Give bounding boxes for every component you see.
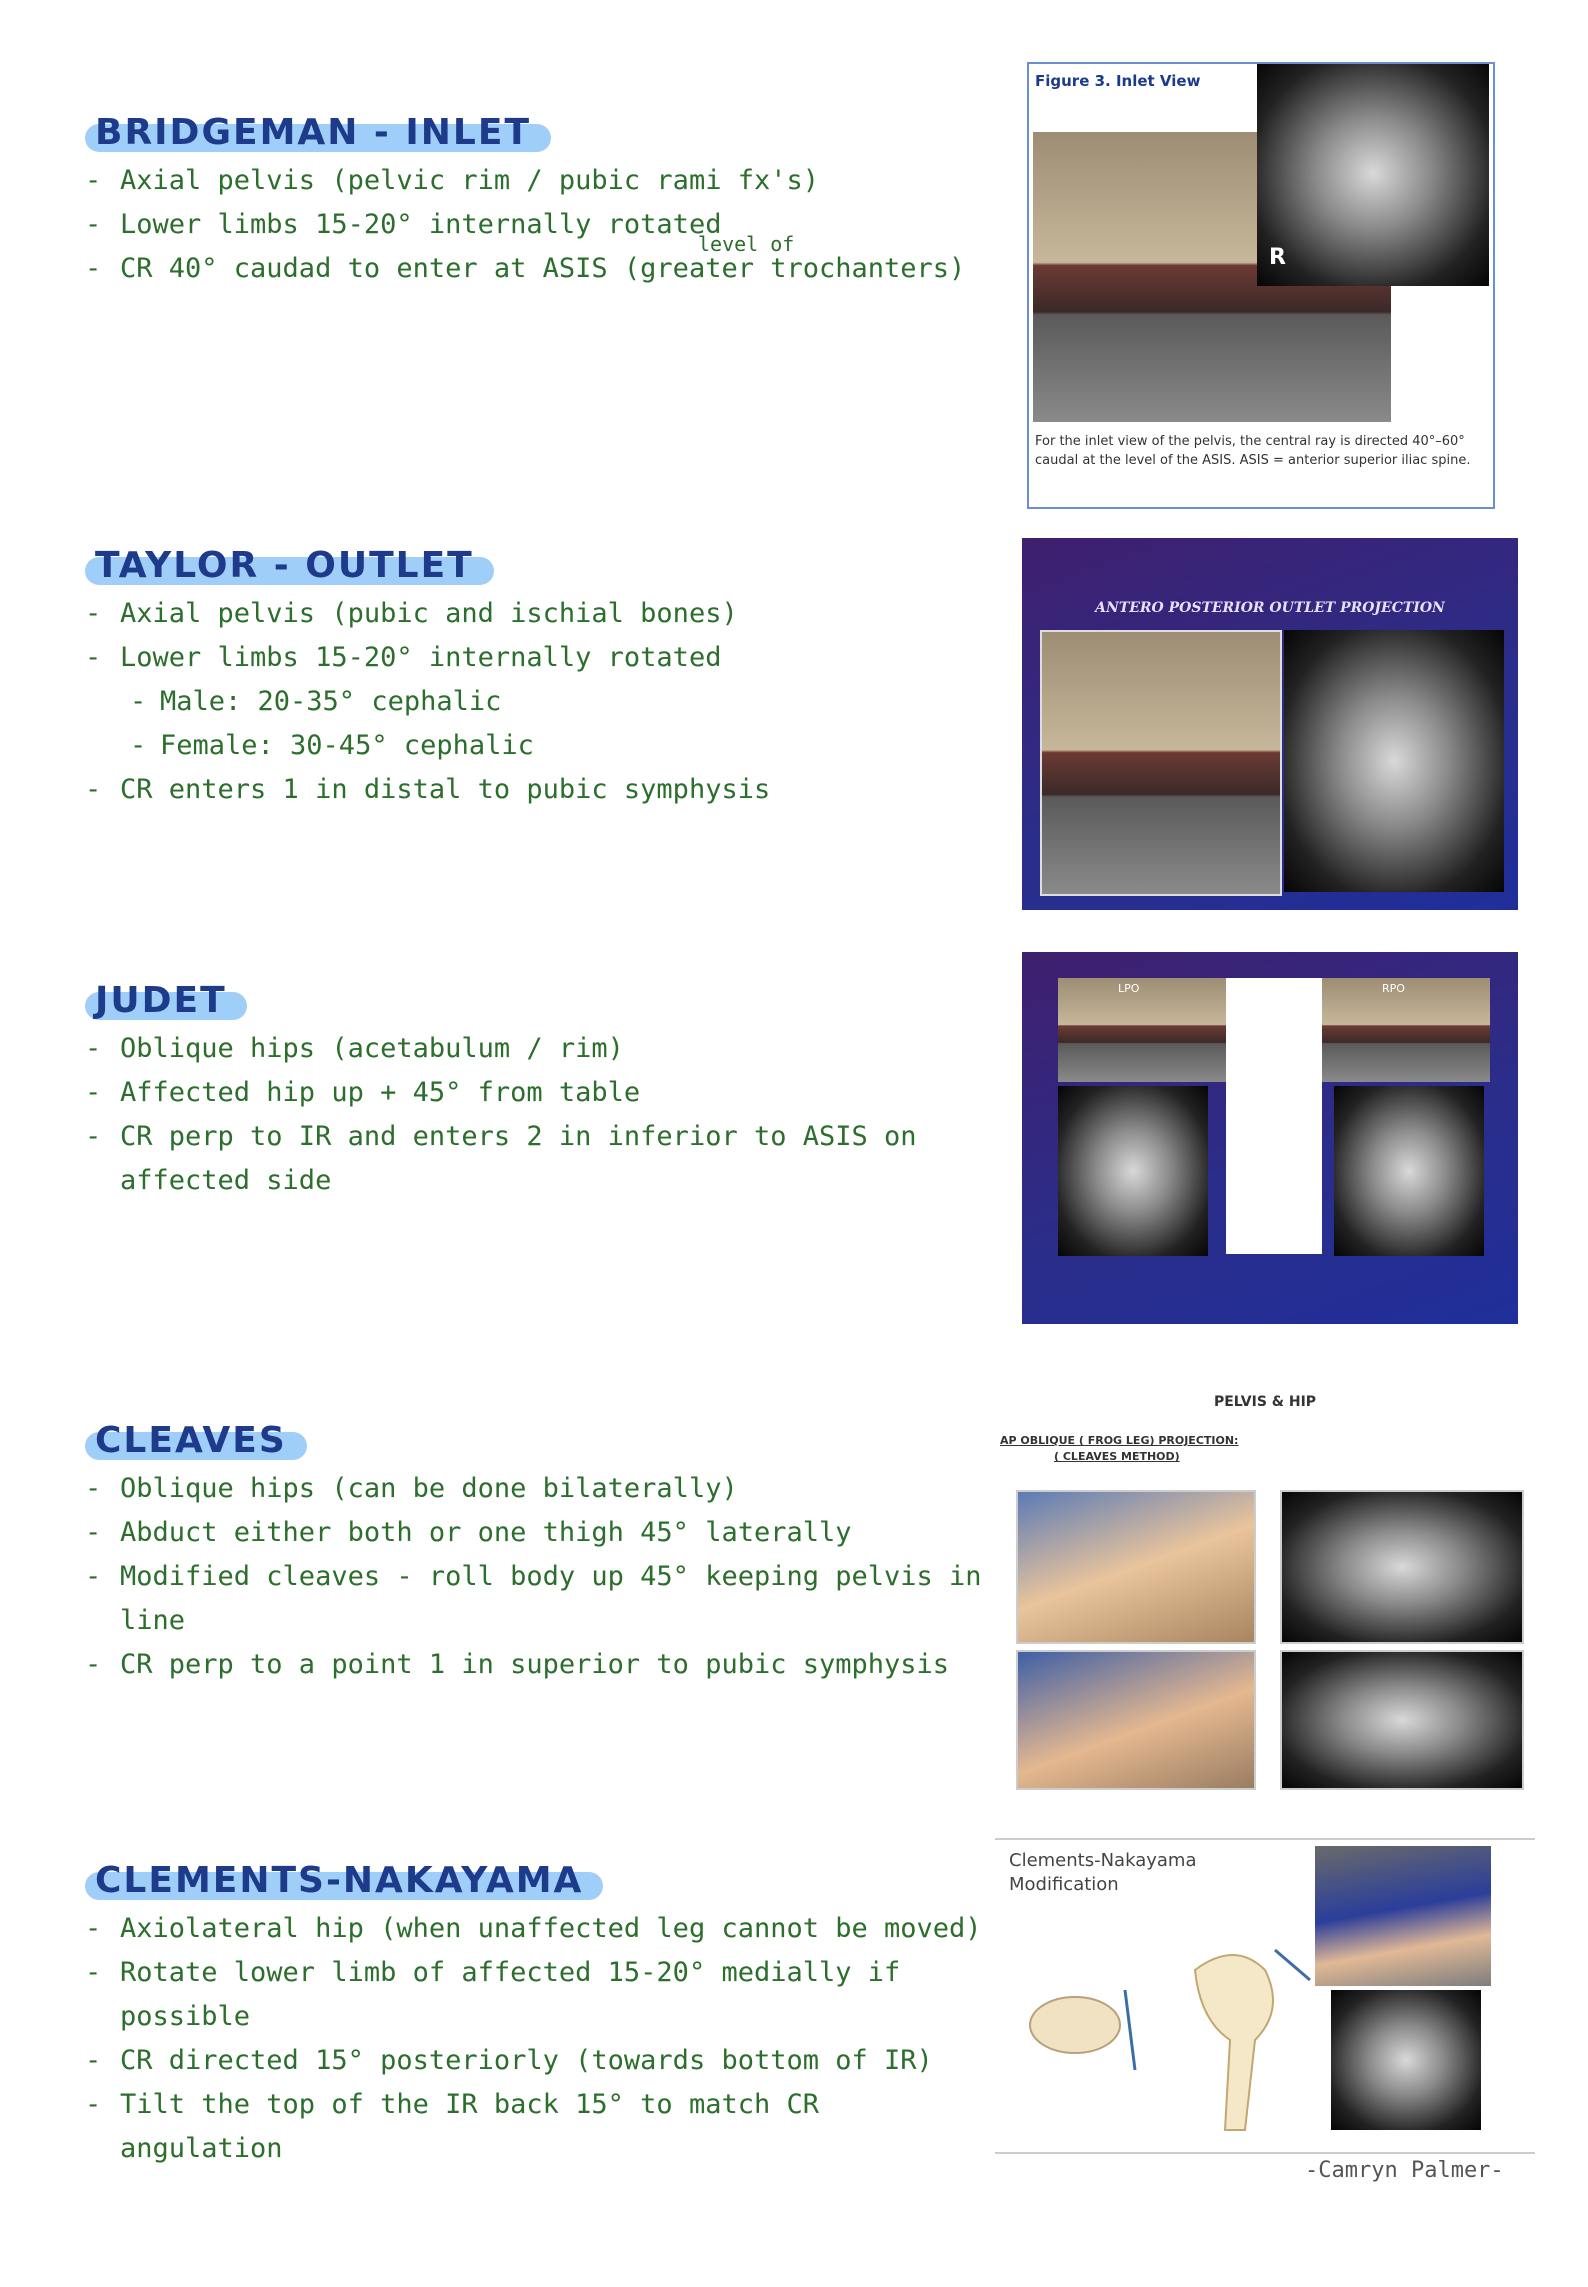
section-taylor	[85, 545, 985, 812]
figure-title: Modification	[1009, 1874, 1119, 1895]
cleaves-photo-top	[1016, 1490, 1256, 1644]
section-heading: BRIDGEMAN - INLET	[85, 112, 541, 153]
axiolateral-xray-image	[1331, 1990, 1481, 2130]
lpo-label: LPO	[1118, 982, 1140, 995]
rpo-label: RPO	[1382, 982, 1405, 995]
bullet-item: - Oblique hips (can be done bilaterally)	[85, 1467, 985, 1511]
figure-title: Clements-Nakayama	[1009, 1850, 1197, 1871]
bullet-item: - CR perp to IR and enters 2 in inferior to ASIS on affected side	[85, 1115, 965, 1203]
cleaves-photo-bottom	[1016, 1650, 1256, 1790]
xray-side-marker: R	[1269, 245, 1286, 270]
hip-anatomy-diagram	[1005, 1930, 1315, 2140]
cleaves-xray-top	[1280, 1490, 1524, 1644]
bullet-item: - Oblique hips (acetabulum / rim)	[85, 1027, 965, 1071]
section-heading: JUDET	[85, 980, 237, 1021]
section-heading: CLEAVES	[85, 1420, 297, 1461]
bullet-item: - Lower limbs 15-20° internally rotated	[85, 636, 985, 680]
author-signature: -Camryn Palmer-	[1305, 2158, 1504, 2183]
section-cleaves	[85, 1420, 985, 1687]
bullet-item: - Tilt the top of the IR back 15° to match CR angulation	[85, 2083, 985, 2171]
bullet-list	[85, 159, 985, 291]
figure-header: PELVIS & HIP	[1213, 1394, 1317, 1410]
figure-clements-nakayama	[995, 1838, 1535, 2154]
section-bridgeman	[85, 112, 985, 291]
bullet-item: - Rotate lower limb of affected 15-20° medially if possible	[85, 1951, 985, 2039]
cleaves-xray-bottom	[1280, 1650, 1524, 1790]
outlet-xray-image	[1284, 630, 1504, 892]
figure-subheader: AP OBLIQUE ( FROG LEG) PROJECTION:	[1000, 1434, 1239, 1447]
bullet-list	[85, 1907, 985, 2171]
bullet-item: - Abduct either both or one thigh 45° laterally	[85, 1511, 985, 1555]
section-clements-nakayama	[85, 1860, 985, 2171]
figure-title: Figure 3. Inlet View	[1035, 72, 1201, 90]
section-judet	[85, 980, 985, 1203]
figure-cleaves-method	[1000, 1390, 1530, 1790]
bullet-item: - CR 40° caudad to enter at ASIS (greater trochanters)	[85, 247, 985, 291]
figure-caption: For the inlet view of the pelvis, the central ray is directed 40°–60° caudal at the level of the ASIS. ASIS = anterior superior iliac spine.	[1035, 434, 1471, 468]
figure-subheader: ( CLEAVES METHOD)	[1054, 1450, 1180, 1463]
bullet-list	[85, 1467, 985, 1687]
bullet-item: - Axial pelvis (pubic and ischial bones)	[85, 592, 985, 636]
lpo-xray-image	[1058, 1086, 1208, 1256]
bullet-item: - CR perp to a point 1 in superior to pubic symphysis	[85, 1643, 985, 1687]
blank-panel	[1226, 978, 1322, 1254]
section-heading: TAYLOR - OUTLET	[85, 545, 484, 586]
bullet-item: - CR directed 15° posteriorly (towards bottom of IR)	[85, 2039, 985, 2083]
bullet-list	[85, 592, 985, 812]
bullet-item: - CR enters 1 in distal to pubic symphysis	[85, 768, 985, 812]
bullet-subitem: - Female: 30-45° cephalic	[85, 724, 985, 768]
rpo-xray-image	[1334, 1086, 1484, 1256]
section-heading: CLEMENTS-NAKAYAMA	[85, 1860, 593, 1901]
bullet-item: - Axiolateral hip (when unaffected leg cannot be moved)	[85, 1907, 985, 1951]
bullet-item: - Affected hip up + 45° from table	[85, 1071, 965, 1115]
margin-note: level of	[698, 232, 795, 256]
figure-outlet-projection	[1022, 538, 1518, 910]
figure-inlet-view	[1027, 62, 1495, 509]
lpo-positioning-photo	[1058, 978, 1226, 1082]
patient-positioning-photo	[1315, 1846, 1491, 1986]
figure-judet-projections	[1022, 952, 1518, 1324]
bullet-item: - Axial pelvis (pelvic rim / pubic rami fx's)	[85, 159, 985, 203]
inlet-xray-image	[1257, 62, 1489, 286]
bullet-item: - Lower limbs 15-20° internally rotated	[85, 203, 985, 247]
rpo-positioning-photo	[1322, 978, 1490, 1082]
bullet-subitem: - Male: 20-35° cephalic	[85, 680, 985, 724]
bullet-list	[85, 1027, 965, 1203]
figure-title: ANTERO POSTERIOR OUTLET PROJECTION	[1095, 600, 1445, 616]
bullet-item: - Modified cleaves - roll body up 45° keeping pelvis in line	[85, 1555, 985, 1643]
patient-positioning-photo	[1040, 630, 1282, 896]
